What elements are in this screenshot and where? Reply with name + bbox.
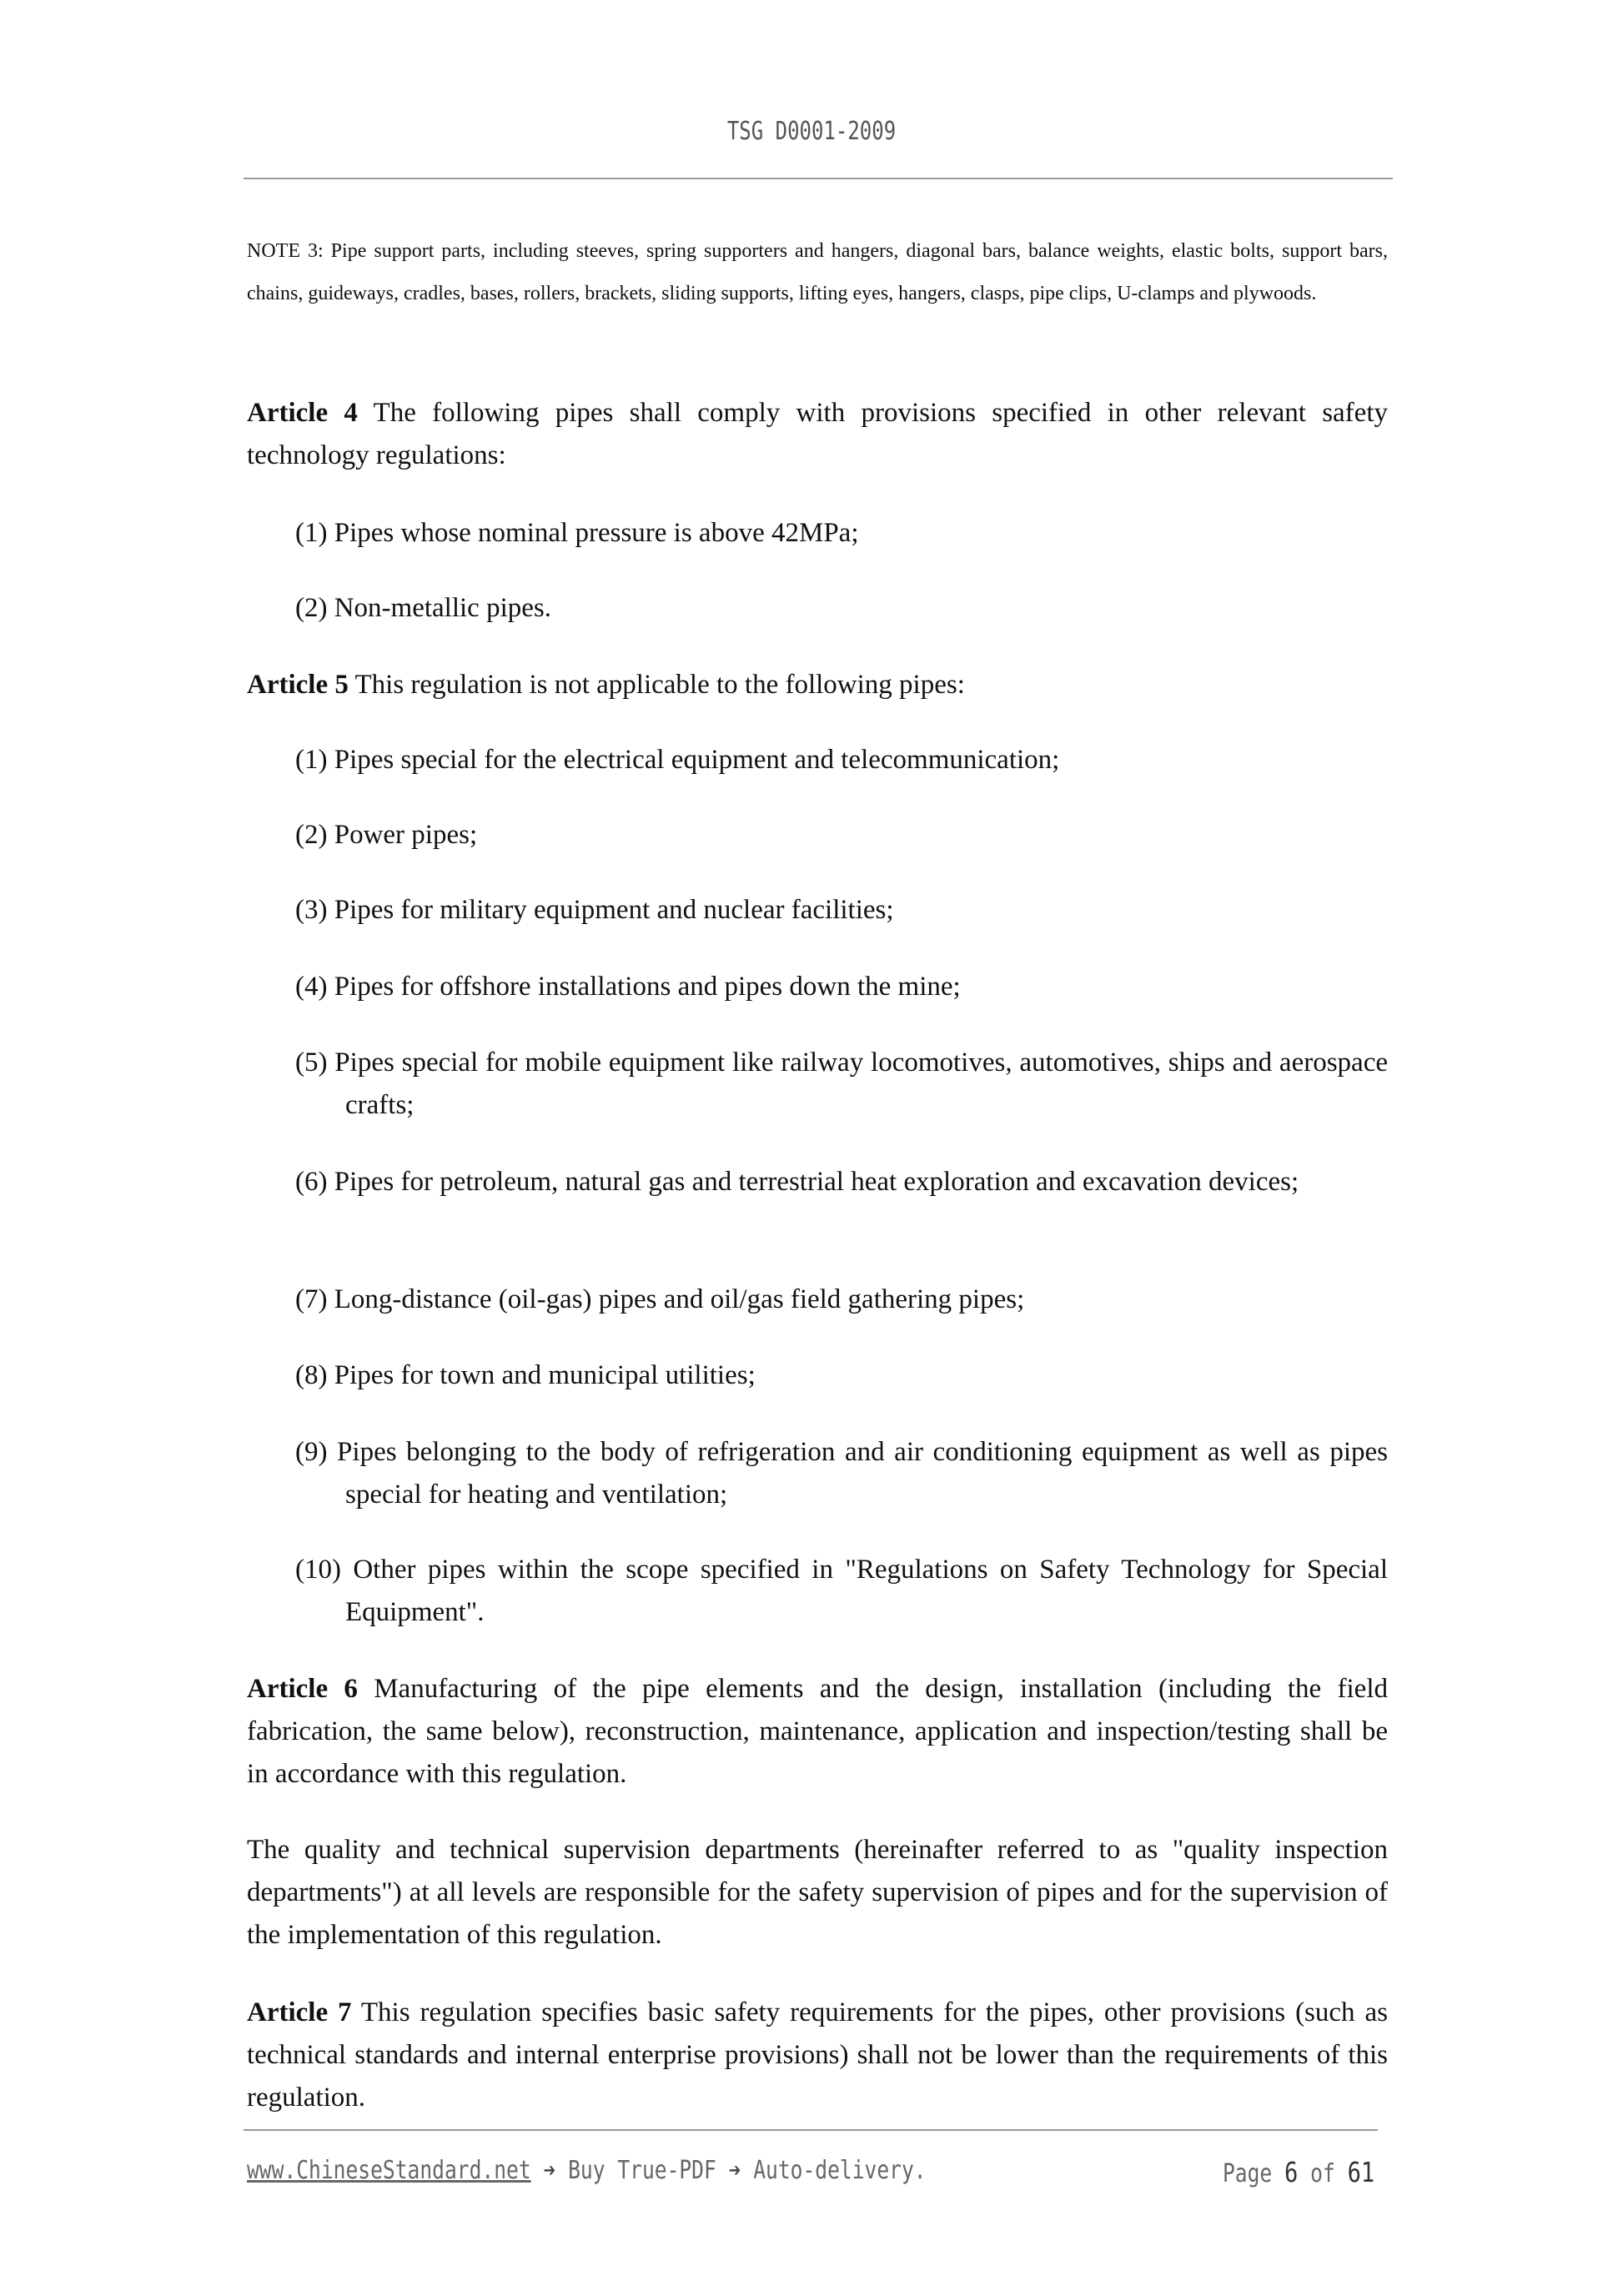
article-6-paragraph-2: The quality and technical supervision departments (hereinafter referred to as "quality inspection departments") at all levels are responsible for the safety supervision of pipes and for the supervision of the implementation of this regulation.: [247, 1835, 1388, 1950]
list-item: (2) Power pipes;: [295, 820, 478, 850]
of-label: of: [1309, 2159, 1335, 2188]
list-item: (8) Pipes for town and municipal utilities;: [295, 1360, 756, 1390]
article-text: This regulation is not applicable to the following pipes:: [348, 670, 965, 700]
list-item: (2) Non-metallic pipes.: [295, 593, 551, 623]
current-page: 6: [1284, 2156, 1299, 2188]
list-item: (10) Other pipes within the scope specified in "Regulations on Safety Technology for Special Equipment".: [295, 1555, 1388, 1627]
article-text: This regulation specifies basic safety requirements for the pipes, other provisions (such as technical standards and internal enterprise provisions) shall not be lower than the requirements of this regulation.: [247, 1997, 1388, 2113]
header-title: TSG D0001-2009: [726, 117, 897, 146]
page-label: Page: [1222, 2159, 1273, 2188]
article-5: [247, 664, 1388, 706]
article-label: Article 7: [247, 1997, 352, 2027]
list-item: (1) Pipes special for the electrical equipment and telecommunication;: [295, 745, 1060, 775]
article-4: [247, 392, 1388, 477]
list-item: (6) Pipes for petroleum, natural gas and terrestrial heat exploration and excavation devices;: [295, 1167, 1299, 1197]
footer: [247, 2156, 1374, 2188]
footer-divider: [244, 2129, 1378, 2131]
list-item: (1) Pipes whose nominal pressure is above 42MPa;: [295, 518, 859, 548]
article-label: Article 5: [247, 670, 349, 700]
article-label: Article 4: [247, 398, 358, 428]
arrow-right-icon: ➔: [728, 2156, 741, 2185]
header-divider: [244, 178, 1393, 179]
note-3: NOTE 3: Pipe support parts, including steeves, spring supporters and hangers, diagonal bars, balance weights, elastic bolts, support bars, chains, guideways, cradles, bases, rollers, brackets, sliding supports, lifting eyes, hangers, clasps, pipe clips, U-clamps and plywoods.: [247, 240, 1388, 304]
article-6: [247, 1668, 1388, 1796]
list-item: (9) Pipes belonging to the body of refrigeration and air conditioning equipment as well as pipes special for heating and ventilation;: [295, 1437, 1388, 1510]
list-item: (5) Pipes special for mobile equipment like railway locomotives, automotives, ships and aerospace crafts;: [295, 1048, 1388, 1120]
list-item: (7) Long-distance (oil-gas) pipes and oil/gas field gathering pipes;: [295, 1284, 1025, 1314]
article-7: [247, 1992, 1388, 2119]
delivery-text: Auto-delivery.: [753, 2156, 927, 2185]
buy-text: Buy True-PDF: [568, 2156, 716, 2185]
list-item: (4) Pipes for offshore installations and pipes down the mine;: [295, 972, 961, 1002]
page-number: [1223, 2156, 1374, 2188]
article-text: Manufacturing of the pipe elements and the design, installation (including the field fabrication, the same below), reconstruction, maintenance, application and inspection/testing shall be in accordance with this regulation.: [247, 1674, 1388, 1789]
list-item: (3) Pipes for military equipment and nuclear facilities;: [295, 895, 894, 925]
article-label: Article 6: [247, 1674, 358, 1704]
total-pages: 61: [1347, 2156, 1374, 2188]
arrow-right-icon: ➔: [543, 2156, 556, 2185]
website-link[interactable]: www.ChineseStandard.net: [247, 2156, 531, 2185]
article-text: The following pipes shall comply with provisions specified in other relevant safety technology regulations:: [247, 398, 1388, 470]
